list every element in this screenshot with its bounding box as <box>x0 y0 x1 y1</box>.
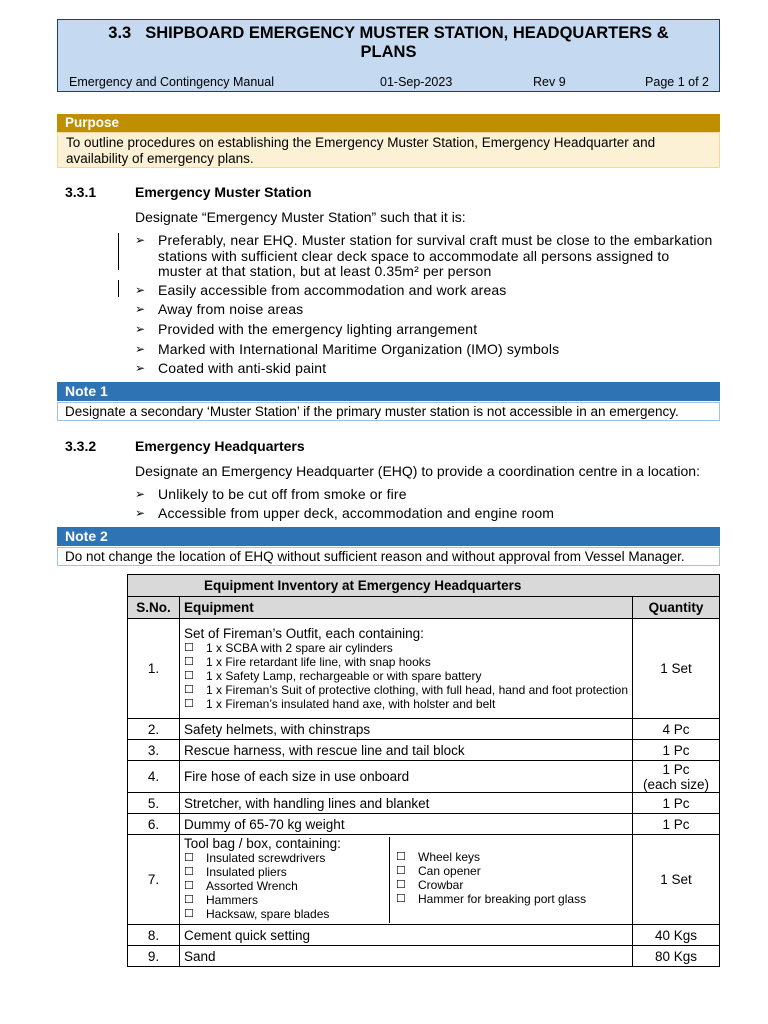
list-item: ☐ Insulated screwdrivers <box>184 850 326 865</box>
section-331-number: 3.3.1 <box>65 184 97 200</box>
page-title <box>58 24 719 62</box>
table-row: 1. Set of Fireman’s Outfit, each containing: ☐ 1 x SCBA with 2 spare air cylinders ☐ 1 x Fire retardant life line, with snap hooks ☐ 1 x Safety Lamp, rechargeable or with spare battery ☐ 1 x Fireman’s Suit of protective clothing, with full head, hand and foot protection ☐ 1 x Fireman’s insulated hand axe, with holster and belt 1 Set <box>128 619 720 719</box>
checkbox-icon: ☐ <box>184 865 194 878</box>
list-item: ☐ Hammer for breaking port glass <box>396 891 587 906</box>
inventory-table <box>127 574 720 967</box>
checkbox-icon: ☐ <box>184 879 194 892</box>
checkbox-icon: ☐ <box>184 698 194 710</box>
list-item: ➢ Provided with the emergency lighting arrangement <box>135 321 478 337</box>
checkbox-icon: ☐ <box>184 907 194 920</box>
list-item: ➢ Preferably, near EHQ. Muster station for survival craft must be close to the embarkation stations with sufficient clear deck space to accommodate all persons assigned to muster at that station, but at least 0.35m² per person <box>135 232 713 279</box>
checkbox-icon: ☐ <box>396 864 406 877</box>
column-header: Equipment <box>180 597 633 619</box>
table-row: 7. Tool bag / box, containing: ☐ Insulated screwdrivers ☐ Insulated pliers ☐ Assorted Wrench ☐ Hammers ☐ Hacksaw, spare blades ☐ Wheel keys ☐ Can opener ☐ Crowbar ☐ Hammer for breaking port glass 1 Set <box>128 835 720 925</box>
checkbox-icon: ☐ <box>396 878 406 891</box>
table-row: 3. Rescue harness, with rescue line and tail block 1 Pc <box>128 740 720 761</box>
document-header <box>57 19 720 92</box>
checkbox-icon: ☐ <box>184 684 194 696</box>
title-line-1: SHIPBOARD EMERGENCY MUSTER STATION, HEADQUARTERS & <box>145 24 669 42</box>
arrow-bullet-icon: ➢ <box>135 361 146 375</box>
checkbox-icon: ☐ <box>184 642 194 654</box>
arrow-bullet-icon: ➢ <box>135 283 146 297</box>
revision-bar <box>118 233 119 270</box>
list-item: ☐ 1 x Fireman’s insulated hand axe, with holster and belt <box>184 697 496 711</box>
manual-name: Emergency and Contingency Manual <box>69 75 274 89</box>
equipment-name: Set of Fireman’s Outfit, each containing: <box>184 626 424 641</box>
note-2-text: Do not change the location of EHQ without sufficient reason and without approval from Vessel Manager. <box>57 547 720 566</box>
section-331-title: Emergency Muster Station <box>135 184 312 200</box>
issue-date: 01-Sep-2023 <box>380 75 453 89</box>
title-line-2: PLANS <box>360 43 417 61</box>
list-item: ☐ Hacksaw, spare blades <box>184 906 330 921</box>
column-header: S.No. <box>128 597 180 619</box>
section-number: 3.3 <box>108 24 132 42</box>
list-item: ➢ Away from noise areas <box>135 301 304 317</box>
section-332-number: 3.3.2 <box>65 438 97 454</box>
table-row: 8. Cement quick setting 40 Kgs <box>128 925 720 946</box>
note-2-heading: Note 2 <box>57 527 720 546</box>
list-item: ☐ Hammers <box>184 892 259 907</box>
list-item: ☐ 1 x Fireman’s Suit of protective clothing, with full head, hand and foot protection <box>184 683 629 697</box>
list-item: ☐ Insulated pliers <box>184 864 287 879</box>
section-332-intro: Designate an Emergency Headquarter (EHQ) to provide a coordination centre in a location: <box>135 463 700 479</box>
checkbox-icon: ☐ <box>396 850 406 863</box>
list-item: ➢ Easily accessible from accommodation and work areas <box>135 282 507 298</box>
list-item: ☐ Crowbar <box>396 877 464 892</box>
note-1-heading: Note 1 <box>57 382 720 401</box>
table-row: 4. Fire hose of each size in use onboard 1 Pc (each size) <box>128 761 720 793</box>
table-row: 6. Dummy of 65-70 kg weight 1 Pc <box>128 814 720 835</box>
arrow-bullet-icon: ➢ <box>135 322 146 336</box>
list-item: ➢ Marked with International Maritime Organization (IMO) symbols <box>135 341 560 357</box>
checkbox-icon: ☐ <box>184 656 194 668</box>
table-row: 9. Sand 80 Kgs <box>128 946 720 967</box>
page-number: Page 1 of 2 <box>645 75 709 89</box>
arrow-bullet-icon: ➢ <box>135 506 146 520</box>
checkbox-icon: ☐ <box>396 892 406 905</box>
list-item: ☐ Can opener <box>396 863 481 878</box>
table-row: 2. Safety helmets, with chinstraps 4 Pc <box>128 719 720 740</box>
arrow-bullet-icon: ➢ <box>135 342 146 356</box>
table-title: Equipment Inventory at Emergency Headquarters <box>128 575 720 597</box>
section-332-title: Emergency Headquarters <box>135 438 305 454</box>
section-331-intro: Designate “Emergency Muster Station” such that it is: <box>135 209 466 225</box>
checkbox-icon: ☐ <box>184 851 194 864</box>
arrow-bullet-icon: ➢ <box>135 487 146 501</box>
list-item: ☐ 1 x Safety Lamp, rechargeable or with spare battery <box>184 669 482 683</box>
checkbox-icon: ☐ <box>184 893 194 906</box>
arrow-bullet-icon: ➢ <box>135 233 146 247</box>
checkbox-icon: ☐ <box>184 670 194 682</box>
list-item: ☐ Wheel keys <box>396 849 481 864</box>
revision: Rev 9 <box>533 75 566 89</box>
list-item: ➢ Accessible from upper deck, accommodation and engine room <box>135 505 555 521</box>
table-row: 5. Stretcher, with handling lines and blanket 1 Pc <box>128 793 720 814</box>
list-item: ☐ 1 x SCBA with 2 spare air cylinders <box>184 641 393 655</box>
arrow-bullet-icon: ➢ <box>135 302 146 316</box>
list-item: ➢ Coated with anti-skid paint <box>135 360 327 376</box>
revision-bar <box>118 280 119 297</box>
purpose-text: To outline procedures on establishing the Emergency Muster Station, Emergency Headquarter and availability of emergency plans. <box>57 132 720 168</box>
purpose-heading: Purpose <box>57 114 720 132</box>
equipment-name: Tool bag / box, containing: <box>184 835 341 851</box>
list-item: ☐ 1 x Fire retardant life line, with snap hooks <box>184 655 431 669</box>
list-item: ➢ Unlikely to be cut off from smoke or fire <box>135 486 407 502</box>
list-item: ☐ Assorted Wrench <box>184 878 298 893</box>
note-1-text: Designate a secondary ‘Muster Station’ if the primary muster station is not accessible in an emergency. <box>57 402 720 421</box>
column-header: Quantity <box>633 597 720 619</box>
